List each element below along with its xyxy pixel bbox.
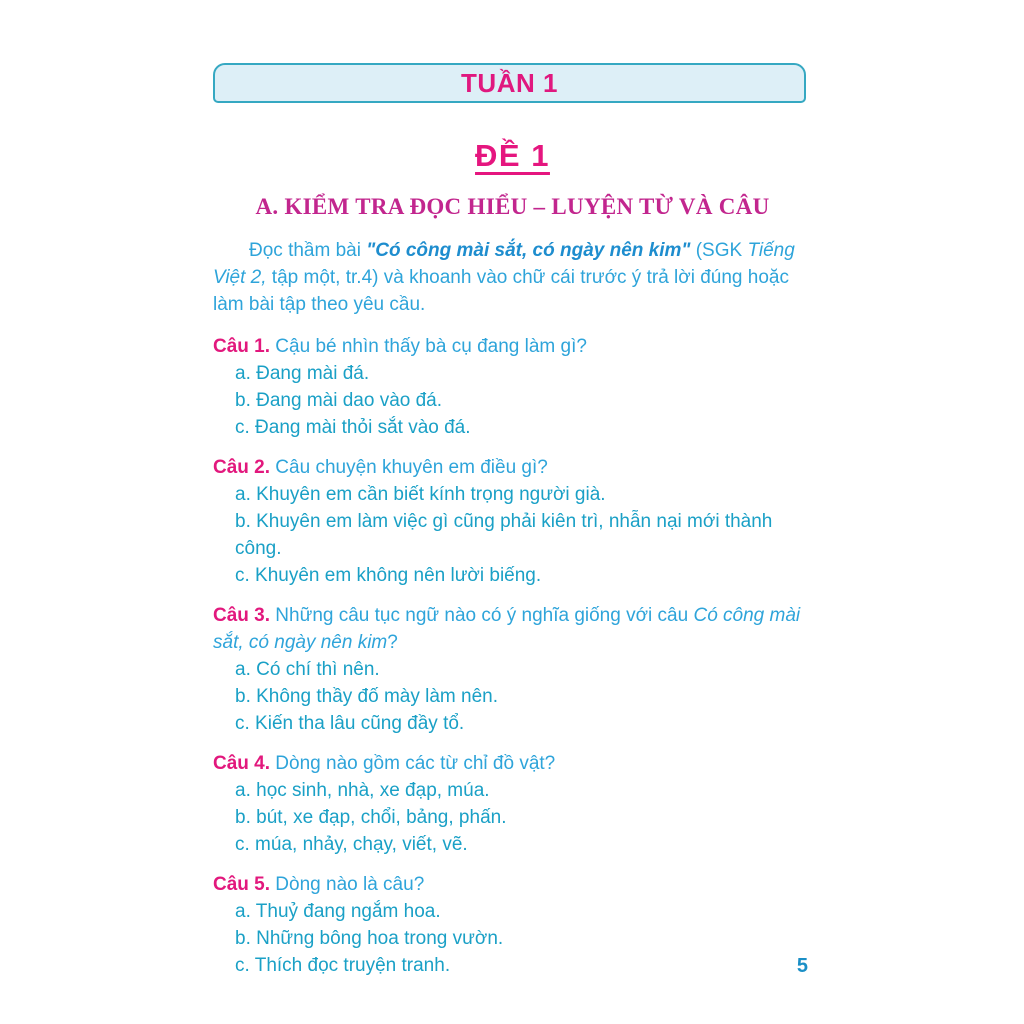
option-item: a. Đang mài đá. bbox=[235, 363, 370, 384]
question-3-text-italic: Có công mài sắt, có ngày nên kim bbox=[213, 605, 801, 653]
option-item: c. Kiến tha lâu cũng đầy tổ. bbox=[235, 713, 465, 734]
question-4-text bbox=[270, 753, 555, 774]
question-5-text-pre: Dòng nào là câu? bbox=[270, 874, 425, 895]
question-1-line bbox=[213, 333, 812, 360]
question-1-text-pre: Cậu bé nhìn thấy bà cụ đang làm gì? bbox=[270, 336, 587, 357]
intro-pre: Đọc thầm bài bbox=[249, 240, 367, 261]
page-content bbox=[213, 130, 812, 992]
intro-story-title: "Có công mài sắt, có ngày nên kim" bbox=[366, 240, 691, 261]
test-title-text: ĐỀ 1 bbox=[475, 138, 550, 173]
intro-book-name: Tiếng Việt 2, bbox=[213, 240, 795, 288]
question-2-text-pre: Câu chuyện khuyên em điều gì? bbox=[270, 457, 548, 478]
option-item: b. Khuyên em làm việc gì cũng phải kiên trì, nhẫn nại mới thành công. bbox=[235, 511, 773, 559]
question-4 bbox=[213, 750, 812, 858]
option-item: a. Có chí thì nên. bbox=[235, 659, 380, 680]
question-4-line bbox=[213, 750, 812, 777]
test-title bbox=[213, 138, 812, 174]
option-item: c. Khuyên em không nên lười biếng. bbox=[235, 565, 542, 586]
intro-post: tập một, tr.4) và khoanh vào chữ cái trước ý trả lời đúng hoặc làm bài tập theo yêu cầu. bbox=[213, 267, 789, 315]
question-1 bbox=[213, 333, 812, 441]
question-1-options bbox=[235, 360, 812, 441]
week-banner-label: TUẦN 1 bbox=[461, 67, 558, 98]
option-item: b. Những bông hoa trong vườn. bbox=[235, 928, 504, 949]
question-3-text bbox=[213, 605, 800, 653]
question-5-text bbox=[270, 874, 424, 895]
question-2-line bbox=[213, 454, 812, 481]
option-item: c. Đang mài thỏi sắt vào đá. bbox=[235, 417, 471, 438]
option-item: c. Thích đọc truyện tranh. bbox=[235, 955, 451, 976]
option-item: a. Khuyên em cần biết kính trọng người già. bbox=[235, 484, 606, 505]
option-item: a. học sinh, nhà, xe đạp, múa. bbox=[235, 780, 490, 801]
question-5-options bbox=[235, 898, 812, 979]
question-4-label: Câu 4. bbox=[213, 753, 271, 774]
question-1-text bbox=[270, 336, 587, 357]
section-heading: A. KIỂM TRA ĐỌC HIỂU – LUYỆN TỪ VÀ CÂU bbox=[255, 194, 770, 219]
question-2 bbox=[213, 454, 812, 589]
question-3-options bbox=[235, 656, 812, 737]
question-3-label: Câu 3. bbox=[213, 605, 271, 626]
question-5 bbox=[213, 871, 812, 979]
page-number: 5 bbox=[796, 955, 808, 977]
question-5-label: Câu 5. bbox=[213, 874, 271, 895]
question-2-text bbox=[270, 457, 548, 478]
option-item: c. múa, nhảy, chạy, viết, vẽ. bbox=[235, 834, 468, 855]
question-2-options bbox=[235, 481, 812, 589]
question-2-label: Câu 2. bbox=[213, 457, 271, 478]
week-banner bbox=[213, 63, 806, 103]
option-item: a. Thuỷ đang ngắm hoa. bbox=[235, 901, 441, 922]
option-item: b. Đang mài dao vào đá. bbox=[235, 390, 443, 411]
question-4-options bbox=[235, 777, 812, 858]
intro-paragraph bbox=[213, 237, 812, 318]
intro-mid: (SGK bbox=[690, 240, 748, 261]
option-item: b. bút, xe đạp, chổi, bảng, phấn. bbox=[235, 807, 507, 828]
question-1-label: Câu 1. bbox=[213, 336, 271, 357]
question-3-line bbox=[213, 602, 812, 656]
question-5-line bbox=[213, 871, 812, 898]
question-4-text-pre: Dòng nào gồm các từ chỉ đồ vật? bbox=[270, 753, 556, 774]
question-3-text-post: ? bbox=[387, 632, 398, 653]
option-item: b. Không thầy đố mày làm nên. bbox=[235, 686, 498, 707]
question-3 bbox=[213, 602, 812, 737]
question-3-text-pre: Những câu tục ngữ nào có ý nghĩa giống với câu bbox=[270, 605, 694, 626]
